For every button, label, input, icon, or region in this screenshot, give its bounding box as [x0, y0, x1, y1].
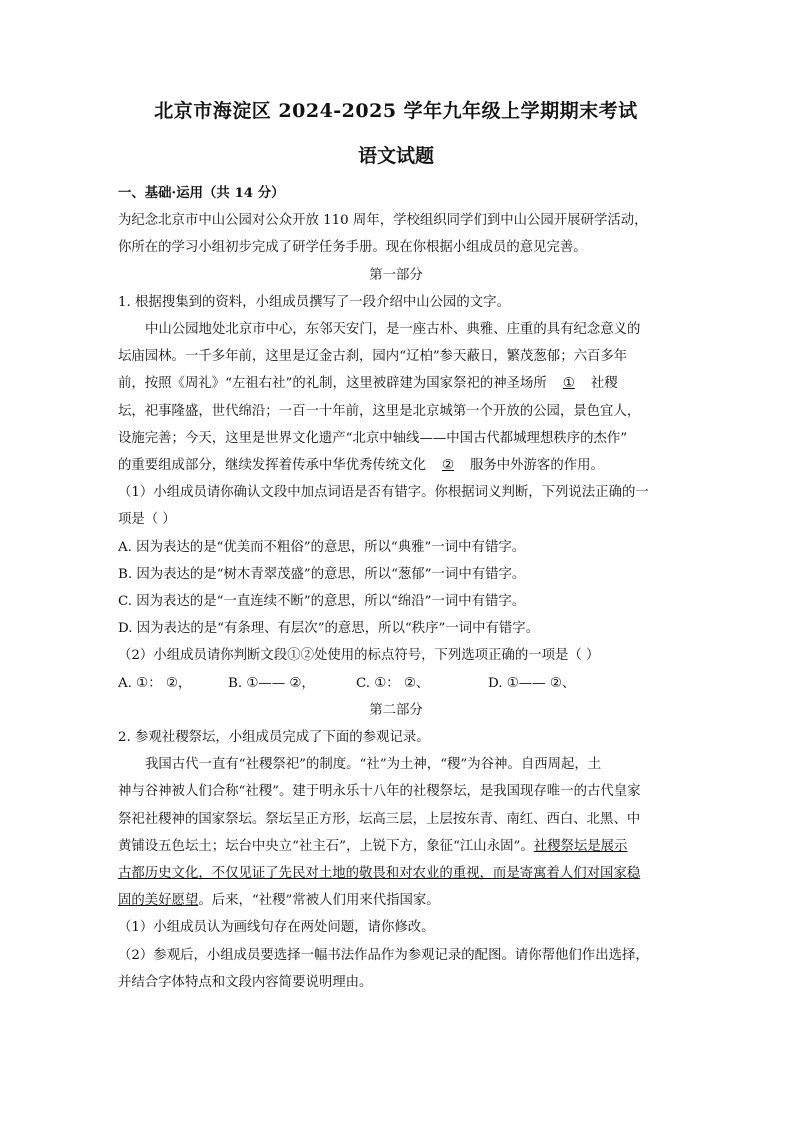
exam-subtitle: 语文试题 [357, 145, 434, 167]
sub-question-1-1a: （1）小组成员请你确认文段中加点词语是否有错字。你根据词义判断，下列说法正确的一 [118, 485, 649, 501]
underlined-sentence-middle: 古都历史文化，不仅见证了先民对土地的敬畏和对农业的重视，而是寄寓着人们对国家稳 [118, 866, 641, 882]
punct-option-b: B. ①—— ②， [228, 675, 315, 691]
part1-label: 第一部分 [369, 267, 423, 283]
sub-question-2-2b: 并结合字体特点和文段内容简要说明理由。 [118, 974, 373, 990]
passage1-line-6 [118, 452, 674, 479]
option-b: B. 因为表达的是“树木青翠茂盛”的意思，所以“葱郁”一词中有错字。 [118, 566, 526, 582]
passage1-text-3: 前，按照《周礼》“左祖右社”的礼制，这里被辟建为国家祭祀的神圣场所 [118, 376, 547, 392]
passage2-text-6b: 。后来，“社稷”常被人们用来代指国家。 [198, 893, 440, 909]
passage1-line-5: 设施完善；今天，这里是世界文化遗产“北京中轴线——中国古代都城理想秩序的杰作” [118, 430, 628, 446]
sub-question-1-1b: 项是（ ） [118, 512, 176, 528]
punctuation-options [118, 670, 674, 697]
question-2-stem: 2. 参观社稷祭坛，小组成员完成了下面的参观记录。 [118, 730, 430, 746]
passage1-line-1: 中山公园地处北京市中心，东邻天安门，是一座古朴、典雅、庄重的具有纪念意义的 [145, 322, 641, 338]
passage2-line-3: 祭祀社稷神的国家祭坛。祭坛呈正方形，坛高三层，上层按东青、南红、西白、北黑、中 [118, 811, 641, 827]
exam-title: 北京市海淀区 2024-2025 学年九年级上学期期末考试 [154, 100, 638, 122]
passage2-line-5 [118, 860, 674, 887]
sub-question-2-1: （1）小组成员认为画线句存在两处问题，请你修改。 [118, 920, 435, 936]
passage2-line-1: 我国古代一直有“社稷祭祀”的制度。“社”为土神，“稷”为谷神。自西周起，土 [145, 757, 602, 773]
passage2-line-2: 神与谷神被人们合称“社稷”。建于明永乐十八年的社稷祭坛，是我国现存唯一的古代皇家 [118, 784, 641, 800]
option-d: D. 因为表达的是“有条理、有层次”的意思，所以“秩序”一词中有错字。 [118, 621, 540, 637]
passage2-line-4 [118, 833, 674, 860]
option-a: A. 因为表达的是“优美而不粗俗”的意思，所以“典雅”一词中有错字。 [118, 539, 526, 555]
blank-2: ② [441, 458, 454, 474]
punct-option-c: C. ①： ②、 [356, 675, 430, 691]
punct-option-d: D. ①—— ②、 [488, 675, 576, 691]
passage1-text-6a: 的重要组成部分，继续发挥着传承中华优秀传统文化 [118, 458, 426, 474]
exam-page [118, 96, 674, 996]
passage2-text-4a: 黄铺设五色坛土；坛台中央立“社主石”，上锐下方，象征“江山永固”。 [118, 838, 534, 854]
passage2-line-6 [118, 887, 674, 914]
question-1-stem: 1. 根据搜集到的资料，小组成员撰写了一段介绍中山公园的文字。 [118, 294, 510, 310]
part2-label: 第二部分 [369, 702, 423, 718]
intro-line-2: 你所在的学习小组初步完成了研学任务手册。现在你根据小组成员的意见完善。 [118, 240, 587, 256]
passage1-line-3 [118, 370, 674, 397]
passage1-line-4: 坛，祀事隆盛，世代绵沿；一百一十年前，这里是北京城第一个开放的公园，景色宜人， [118, 403, 641, 419]
passage1-line-2: 坛庙园林。一千多年前，这里是辽金古刹，园内“辽柏”参天蔽日，繁茂葱郁；六百多年 [118, 349, 628, 365]
option-c: C. 因为表达的是“一直连续不断”的意思，所以“绵沿”一词中有错字。 [118, 594, 526, 610]
underlined-sentence-end: 固的美好愿望 [118, 893, 199, 909]
section-heading: 一、基础·运用（共 14 分） [118, 185, 285, 201]
sub-question-1-2: （2）小组成员请你判断文段①②处使用的标点符号，下列选项正确的一项是（ ） [118, 648, 600, 664]
underlined-sentence-start: 社稷祭坛是展示 [533, 838, 628, 854]
passage1-text-3b: 社稷 [590, 376, 618, 392]
sub-question-2-2a: （2）参观后，小组成员要选择一幅书法作品作为参观记录的配图。请你帮他们作出选择， [118, 947, 649, 963]
passage1-text-6b: 服务中外游客的作用。 [469, 458, 604, 474]
punct-option-a: A. ①： ②， [118, 675, 192, 691]
blank-1: ① [562, 376, 575, 392]
intro-line-1: 为纪念北京市中山公园对公众开放 110 周年，学校组织同学们到中山公园开展研学活动， [118, 213, 648, 229]
